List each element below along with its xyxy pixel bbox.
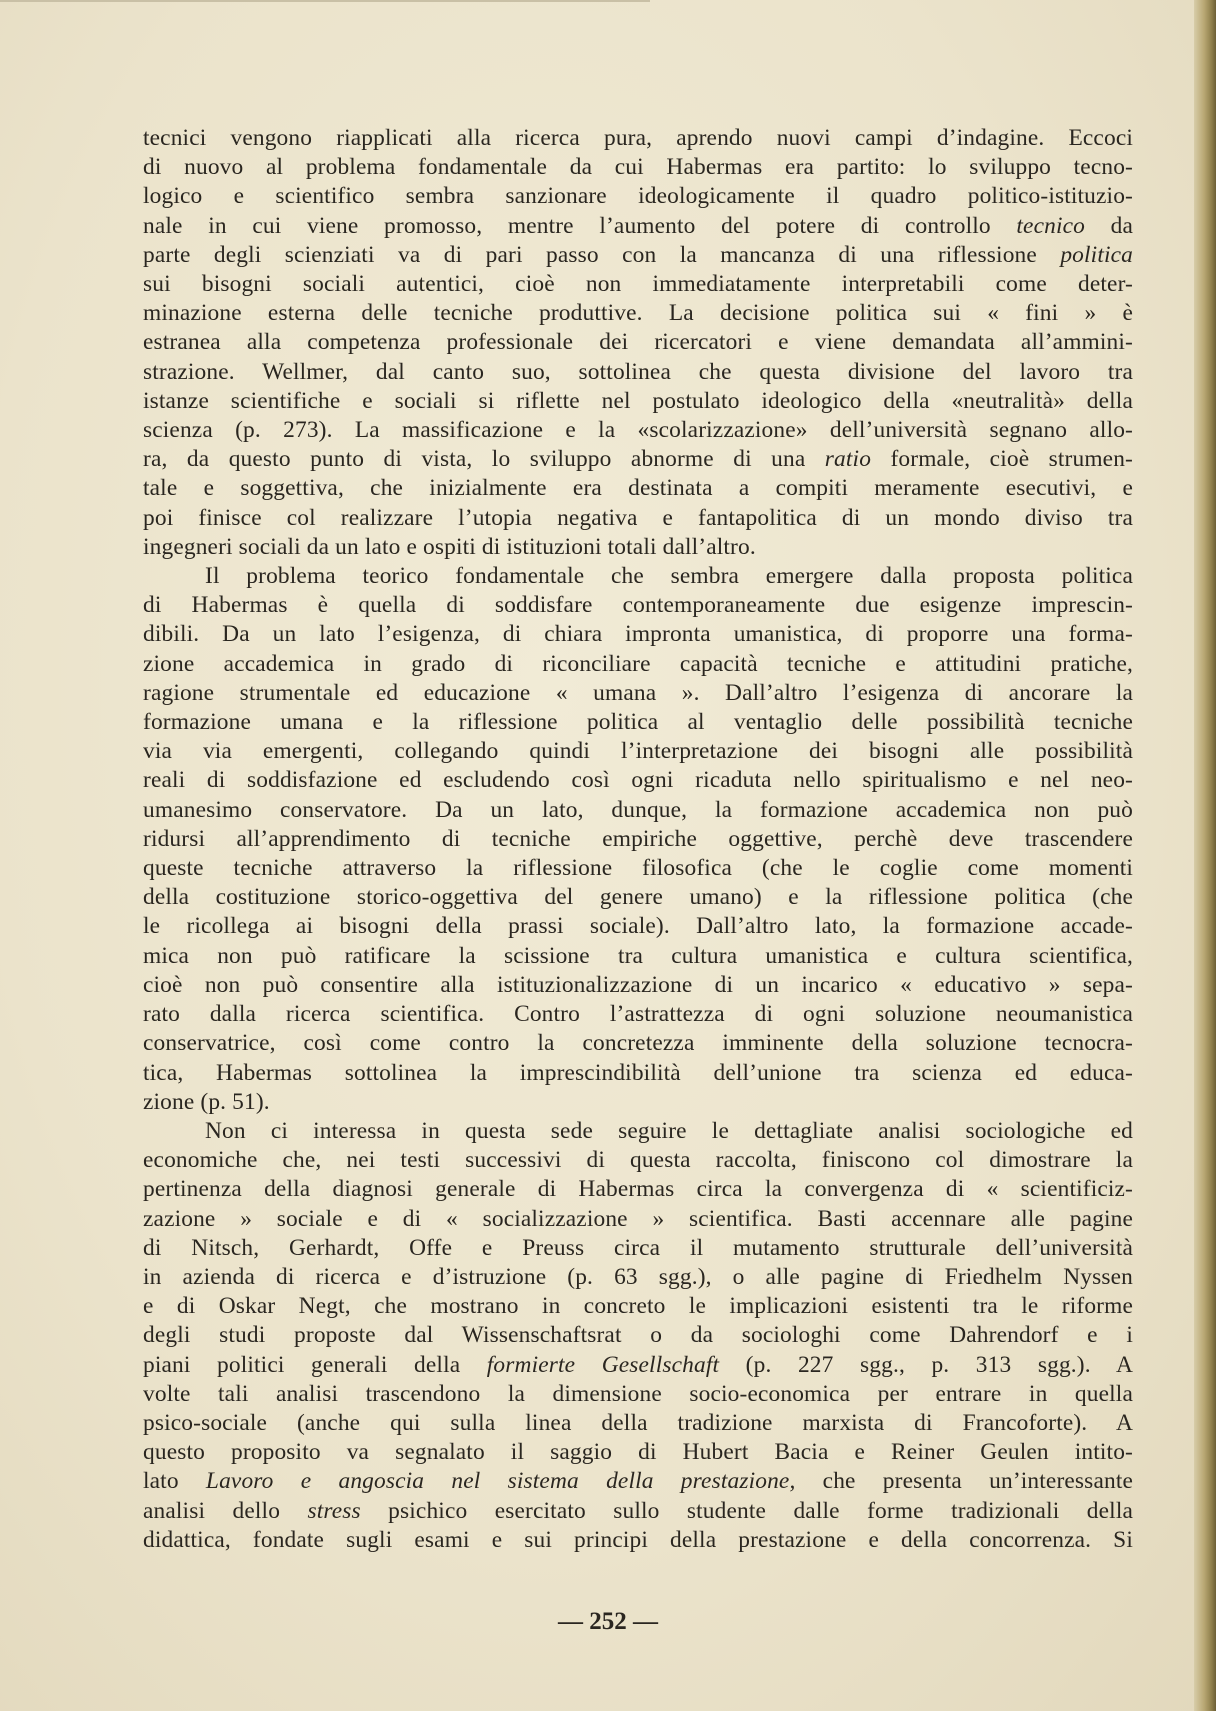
- text-line: umanesimo conservatore. Da un lato, dunque, la formazione accademica non può: [143, 796, 1133, 823]
- italic-term: formierte Gesellschaft: [486, 1351, 720, 1378]
- text-line: in azienda di ricerca e d’istruzione (p. 63 sgg.), o alle pagine di Friedhelm Nyssen: [143, 1263, 1133, 1290]
- text-line: cioè non può consentire alla istituzionalizzazione di un incarico « educativo » sepa-: [143, 971, 1133, 998]
- paragraph-2: [143, 562, 1133, 1117]
- italic-term: Lavoro e angoscia nel sistema della prestazione,: [205, 1468, 796, 1495]
- text-line: ragione strumentale ed educazione « umana ». Dall’altro l’esigenza di ancorare la: [143, 679, 1133, 706]
- text-line: tale e soggettiva, che inizialmente era destinata a compiti meramente esecutivi, e: [143, 475, 1133, 502]
- text-line: queste tecniche attraverso la riflessione filosofica (che le coglie come momenti: [143, 855, 1133, 882]
- text-line: degli studi proposte dal Wissenschaftsrat o da sociologhi come Dahrendorf e i: [143, 1322, 1133, 1349]
- text-line: ingegneri sociali da un lato e ospiti di istituzioni totali dall’altro.: [143, 533, 756, 560]
- text-line: questo proposito va segnalato il saggio di Hubert Bacia e Reiner Geulen intito-: [143, 1439, 1133, 1466]
- text-line: zione (p. 51).: [143, 1088, 270, 1115]
- italic-term: tecnico: [1016, 212, 1085, 239]
- text-line: ridursi all’apprendimento di tecniche empiriche oggettive, perchè deve trascendere: [143, 825, 1133, 852]
- text-line: formazione umana e la riflessione politica al ventaglio delle possibilità tecniche: [143, 709, 1133, 736]
- text-line: Il problema teorico fondamentale che sembra emergere dalla proposta politica: [205, 563, 1133, 590]
- text-line: ra, da questo punto di vista, lo sviluppo abnorme di una ratio formale, cioè strumen-: [143, 446, 1133, 473]
- text-line: scienza (p. 273). La massificazione e la «scolarizzazione» dell’università segnano allo-: [143, 417, 1133, 444]
- text-line: istanze scientifiche e sociali si riflette nel postulato ideologico della «neutralità» della: [143, 387, 1133, 414]
- italic-term: politica: [1060, 241, 1133, 268]
- text-line: dibili. Da un lato l’esigenza, di chiara impronta umanistica, di proporre una forma-: [143, 621, 1133, 648]
- text-line: di nuovo al problema fondamentale da cui Habermas era partito: lo sviluppo tecno-: [143, 154, 1133, 181]
- paragraph-1: [143, 124, 1133, 562]
- text-line: di Nitsch, Gerhardt, Offe e Preuss circa il mutamento strutturale dell’università: [143, 1234, 1133, 1261]
- text-line: di Habermas è quella di soddisfare contemporaneamente due esigenze imprescin-: [143, 592, 1133, 619]
- text-line: poi finisce col realizzare l’utopia negativa e fantapolitica di un mondo diviso tra: [143, 504, 1133, 531]
- text-line: conservatrice, così come contro la concretezza imminente della soluzione tecnocra-: [143, 1030, 1133, 1057]
- text-line: zione accademica in grado di riconciliare capacità tecniche e attitudini pratiche,: [143, 650, 1133, 677]
- text-line: nale in cui viene promosso, mentre l’aumento del potere di controllo tecnico da: [143, 212, 1134, 239]
- page-number: — 252 —: [558, 1608, 658, 1635]
- italic-term: ratio: [824, 446, 872, 473]
- text-line: estranea alla competenza professionale dei ricercatori e viene demandata all’ammini-: [143, 329, 1133, 356]
- text-line: tecnici vengono riapplicati alla ricerca pura, aprendo nuovi campi d’indagine. Eccoci: [143, 125, 1133, 151]
- text-line: logico e scientifico sembra sanzionare ideologicamente il quadro politico-istituzio-: [143, 183, 1133, 210]
- text-line: sui bisogni sociali autentici, cioè non immediatamente interpretabili come deter-: [143, 271, 1133, 298]
- text-line: analisi dello stress psichico esercitato sullo studente dalle forme tradizionali della: [143, 1497, 1134, 1524]
- text-line: le ricollega ai bisogni della prassi sociale). Dall’altro lato, la formazione accade-: [143, 913, 1133, 940]
- text-line: psico-sociale (anche qui sulla linea della tradizione marxista di Francoforte). A: [143, 1409, 1133, 1436]
- italic-term: stress: [307, 1497, 361, 1524]
- book-spine-edge: [1194, 0, 1216, 1711]
- text-line: strazione. Wellmer, dal canto suo, sottolinea che questa divisione del lavoro tra: [143, 358, 1133, 385]
- text-line: volte tali analisi trascendono la dimensione socio-economica per entrare in quella: [143, 1380, 1133, 1407]
- text-line: via via emergenti, collegando quindi l’interpretazione dei bisogni alle possibilità: [143, 738, 1133, 765]
- text-line: mica non può ratificare la scissione tra cultura umanistica e cultura scientifica,: [143, 942, 1133, 969]
- text-line: lato Lavoro e angoscia nel sistema della prestazione, che presenta un’interessante: [143, 1468, 1133, 1495]
- text-line: della costituzione storico-oggettiva del genere umano) e la riflessione politica (che: [143, 884, 1133, 911]
- text-line: tica, Habermas sottolinea la imprescindibilità dell’unione tra scienza ed educa-: [143, 1059, 1133, 1086]
- text-line: parte degli scienziati va di pari passo con la mancanza di una riflessione politica: [143, 241, 1133, 268]
- text-line: economiche che, nei testi successivi di questa raccolta, finiscono col dimostrare la: [143, 1147, 1133, 1174]
- text-line: rato dalla ricerca scientifica. Contro l’astrattezza di ogni soluzione neoumanistica: [143, 1001, 1133, 1028]
- paragraph-3: [143, 1117, 1133, 1555]
- text-line: e di Oskar Negt, che mostrano in concreto le implicazioni esistenti tra le riforme: [143, 1293, 1133, 1320]
- body-text: [143, 124, 1133, 1555]
- text-line: reali di soddisfazione ed escludendo così ogni ricaduta nello spiritualismo e nel neo-: [143, 767, 1133, 794]
- text-line: didattica, fondate sugli esami e sui principi della prestazione e della concorrenza. Si: [143, 1526, 1133, 1553]
- text-line: zazione » sociale e di « socializzazione » scientifica. Basti accennare alle pagine: [143, 1205, 1133, 1232]
- text-line: minazione esterna delle tecniche produttive. La decisione politica sui « fini » è: [143, 300, 1133, 327]
- text-line: piani politici generali della formierte Gesellschaft (p. 227 sgg., p. 313 sgg.). A: [143, 1351, 1133, 1378]
- page-top-edge: [0, 0, 650, 2]
- text-line: Non ci interessa in questa sede seguire le dettagliate analisi sociologiche ed: [205, 1117, 1133, 1144]
- text-line: pertinenza della diagnosi generale di Habermas circa la convergenza di « scientificiz-: [143, 1176, 1133, 1203]
